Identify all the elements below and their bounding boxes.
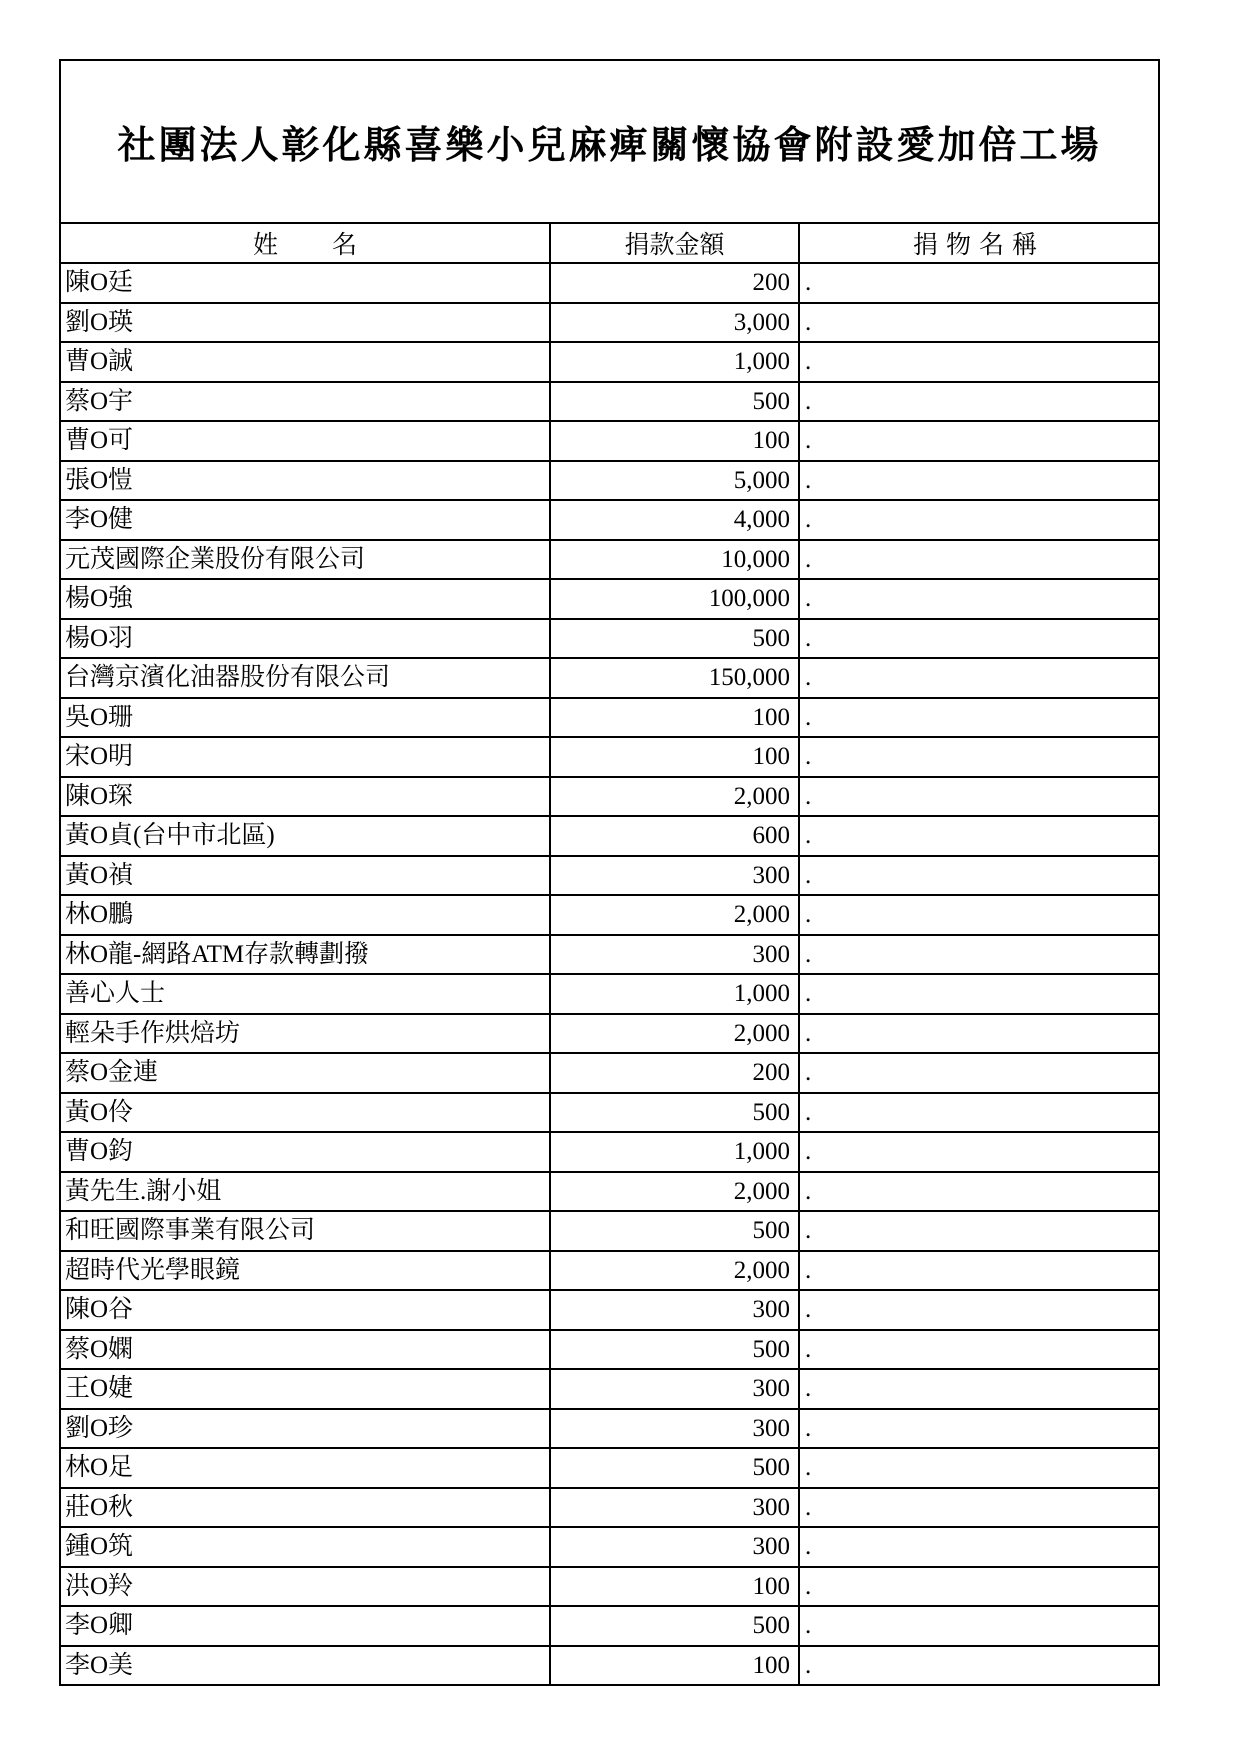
donation-amount-cell: 1,000	[550, 342, 799, 382]
table-row	[60, 342, 1159, 382]
donor-name-cell: 黃先生.謝小姐	[60, 1172, 550, 1212]
donation-table	[59, 59, 1160, 1686]
table-row	[60, 974, 1159, 1014]
donation-amount-cell: 500	[550, 1606, 799, 1646]
donor-name-cell: 陳O琛	[60, 777, 550, 817]
donor-name-cell: 林O龍-網路ATM存款轉劃撥	[60, 935, 550, 975]
donor-name-cell: 楊O羽	[60, 619, 550, 659]
donor-name-cell: 李O卿	[60, 1606, 550, 1646]
donation-amount-cell: 200	[550, 263, 799, 303]
donation-amount-cell: 2,000	[550, 895, 799, 935]
donated-item-cell: .	[799, 1567, 1159, 1607]
donated-item-cell: .	[799, 579, 1159, 619]
donated-item-cell: .	[799, 1448, 1159, 1488]
table-row	[60, 1488, 1159, 1528]
donor-name-cell: 張O愷	[60, 461, 550, 501]
donated-item-cell: .	[799, 342, 1159, 382]
donated-item-cell: .	[799, 1527, 1159, 1567]
column-header-item: 捐物名稱	[799, 223, 1159, 263]
donation-amount-cell: 500	[550, 619, 799, 659]
donation-amount-cell: 200	[550, 1053, 799, 1093]
donor-name-cell: 劉O珍	[60, 1409, 550, 1449]
donor-name-cell: 林O鵬	[60, 895, 550, 935]
donation-amount-cell: 300	[550, 935, 799, 975]
table-row	[60, 421, 1159, 461]
donation-amount-cell: 300	[550, 1527, 799, 1567]
donation-amount-cell: 4,000	[550, 500, 799, 540]
donor-name-cell: 劉O瑛	[60, 303, 550, 343]
donor-name-cell: 陳O谷	[60, 1290, 550, 1330]
donated-item-cell: .	[799, 1211, 1159, 1251]
table-row	[60, 1646, 1159, 1686]
donated-item-cell: .	[799, 1330, 1159, 1370]
donated-item-cell: .	[799, 1290, 1159, 1330]
table-row	[60, 461, 1159, 501]
table-row	[60, 777, 1159, 817]
donation-amount-cell: 100	[550, 698, 799, 738]
donation-amount-cell: 500	[550, 1330, 799, 1370]
table-row	[60, 1606, 1159, 1646]
table-row	[60, 1409, 1159, 1449]
donated-item-cell: .	[799, 856, 1159, 896]
donated-item-cell: .	[799, 698, 1159, 738]
column-header-name: 姓名	[60, 223, 550, 263]
table-row	[60, 895, 1159, 935]
table-row	[60, 658, 1159, 698]
donated-item-cell: .	[799, 1053, 1159, 1093]
table-row	[60, 1014, 1159, 1054]
donated-item-cell: .	[799, 263, 1159, 303]
table-row	[60, 816, 1159, 856]
donor-name-cell: 鍾O筑	[60, 1527, 550, 1567]
donated-item-cell: .	[799, 1488, 1159, 1528]
donation-amount-cell: 300	[550, 1290, 799, 1330]
column-header-amount: 捐款金額	[550, 223, 799, 263]
table-row	[60, 698, 1159, 738]
donation-rows	[60, 263, 1159, 1685]
donor-name-cell: 蔡O金連	[60, 1053, 550, 1093]
donor-name-cell: 黃O禎	[60, 856, 550, 896]
donor-name-cell: 黃O貞(台中市北區)	[60, 816, 550, 856]
donated-item-cell: .	[799, 1606, 1159, 1646]
donor-name-cell: 楊O強	[60, 579, 550, 619]
donated-item-cell: .	[799, 895, 1159, 935]
donated-item-cell: .	[799, 816, 1159, 856]
donation-amount-cell: 500	[550, 1093, 799, 1133]
donor-name-cell: 洪O羚	[60, 1567, 550, 1607]
donation-amount-cell: 1,000	[550, 1132, 799, 1172]
donor-name-cell: 蔡O宇	[60, 382, 550, 422]
donation-amount-cell: 100	[550, 1646, 799, 1686]
donor-name-cell: 和旺國際事業有限公司	[60, 1211, 550, 1251]
donor-name-cell: 蔡O嫻	[60, 1330, 550, 1370]
donated-item-cell: .	[799, 1646, 1159, 1686]
donated-item-cell: .	[799, 500, 1159, 540]
donor-name-cell: 輕朵手作烘焙坊	[60, 1014, 550, 1054]
page-title: 社團法人彰化縣喜樂小兒麻痺關懷協會附設愛加倍工場	[60, 60, 1159, 223]
donation-amount-cell: 300	[550, 1369, 799, 1409]
donation-amount-cell: 100	[550, 737, 799, 777]
donation-amount-cell: 100,000	[550, 579, 799, 619]
donated-item-cell: .	[799, 619, 1159, 659]
table-row	[60, 263, 1159, 303]
table-row	[60, 737, 1159, 777]
donation-amount-cell: 2,000	[550, 1014, 799, 1054]
donation-amount-cell: 5,000	[550, 461, 799, 501]
table-row	[60, 1132, 1159, 1172]
donation-amount-cell: 3,000	[550, 303, 799, 343]
donor-name-cell: 曹O誠	[60, 342, 550, 382]
table-row	[60, 540, 1159, 580]
donated-item-cell: .	[799, 303, 1159, 343]
table-row	[60, 1093, 1159, 1133]
donor-name-cell: 曹O可	[60, 421, 550, 461]
donation-amount-cell: 300	[550, 856, 799, 896]
donated-item-cell: .	[799, 974, 1159, 1014]
donated-item-cell: .	[799, 658, 1159, 698]
donation-amount-cell: 600	[550, 816, 799, 856]
donated-item-cell: .	[799, 1093, 1159, 1133]
donated-item-cell: .	[799, 540, 1159, 580]
donation-amount-cell: 1,000	[550, 974, 799, 1014]
donation-amount-cell: 100	[550, 1567, 799, 1607]
donated-item-cell: .	[799, 935, 1159, 975]
donation-amount-cell: 2,000	[550, 777, 799, 817]
donation-amount-cell: 100	[550, 421, 799, 461]
table-row	[60, 935, 1159, 975]
donor-name-cell: 台灣京濱化油器股份有限公司	[60, 658, 550, 698]
donated-item-cell: .	[799, 1409, 1159, 1449]
donated-item-cell: .	[799, 1014, 1159, 1054]
donated-item-cell: .	[799, 777, 1159, 817]
donor-name-cell: 陳O廷	[60, 263, 550, 303]
donated-item-cell: .	[799, 461, 1159, 501]
donor-name-cell: 王O婕	[60, 1369, 550, 1409]
table-row	[60, 382, 1159, 422]
table-row	[60, 619, 1159, 659]
donated-item-cell: .	[799, 1172, 1159, 1212]
table-row	[60, 1251, 1159, 1291]
donation-amount-cell: 2,000	[550, 1251, 799, 1291]
donor-name-cell: 宋O明	[60, 737, 550, 777]
table-row	[60, 579, 1159, 619]
table-row	[60, 1448, 1159, 1488]
table-row	[60, 303, 1159, 343]
donated-item-cell: .	[799, 1132, 1159, 1172]
donated-item-cell: .	[799, 1251, 1159, 1291]
donor-name-cell: 黃O伶	[60, 1093, 550, 1133]
donation-amount-cell: 500	[550, 1211, 799, 1251]
table-row	[60, 1330, 1159, 1370]
donor-name-cell: 林O足	[60, 1448, 550, 1488]
donor-name-cell: 曹O鈞	[60, 1132, 550, 1172]
table-row	[60, 1053, 1159, 1093]
donor-name-cell: 元茂國際企業股份有限公司	[60, 540, 550, 580]
table-row	[60, 500, 1159, 540]
donated-item-cell: .	[799, 1369, 1159, 1409]
table-row	[60, 1567, 1159, 1607]
donor-name-cell: 善心人士	[60, 974, 550, 1014]
table-row	[60, 1172, 1159, 1212]
donation-amount-cell: 500	[550, 382, 799, 422]
table-row	[60, 1290, 1159, 1330]
donation-amount-cell: 300	[550, 1488, 799, 1528]
donor-name-cell: 莊O秋	[60, 1488, 550, 1528]
donation-amount-cell: 150,000	[550, 658, 799, 698]
table-row	[60, 1527, 1159, 1567]
donated-item-cell: .	[799, 382, 1159, 422]
donor-name-cell: 李O美	[60, 1646, 550, 1686]
donated-item-cell: .	[799, 737, 1159, 777]
donation-amount-cell: 2,000	[550, 1172, 799, 1212]
donation-amount-cell: 10,000	[550, 540, 799, 580]
donation-amount-cell: 500	[550, 1448, 799, 1488]
donor-name-cell: 超時代光學眼鏡	[60, 1251, 550, 1291]
table-row	[60, 1211, 1159, 1251]
donated-item-cell: .	[799, 421, 1159, 461]
donor-name-cell: 李O健	[60, 500, 550, 540]
table-row	[60, 1369, 1159, 1409]
donor-name-cell: 吳O珊	[60, 698, 550, 738]
table-row	[60, 856, 1159, 896]
donation-amount-cell: 300	[550, 1409, 799, 1449]
